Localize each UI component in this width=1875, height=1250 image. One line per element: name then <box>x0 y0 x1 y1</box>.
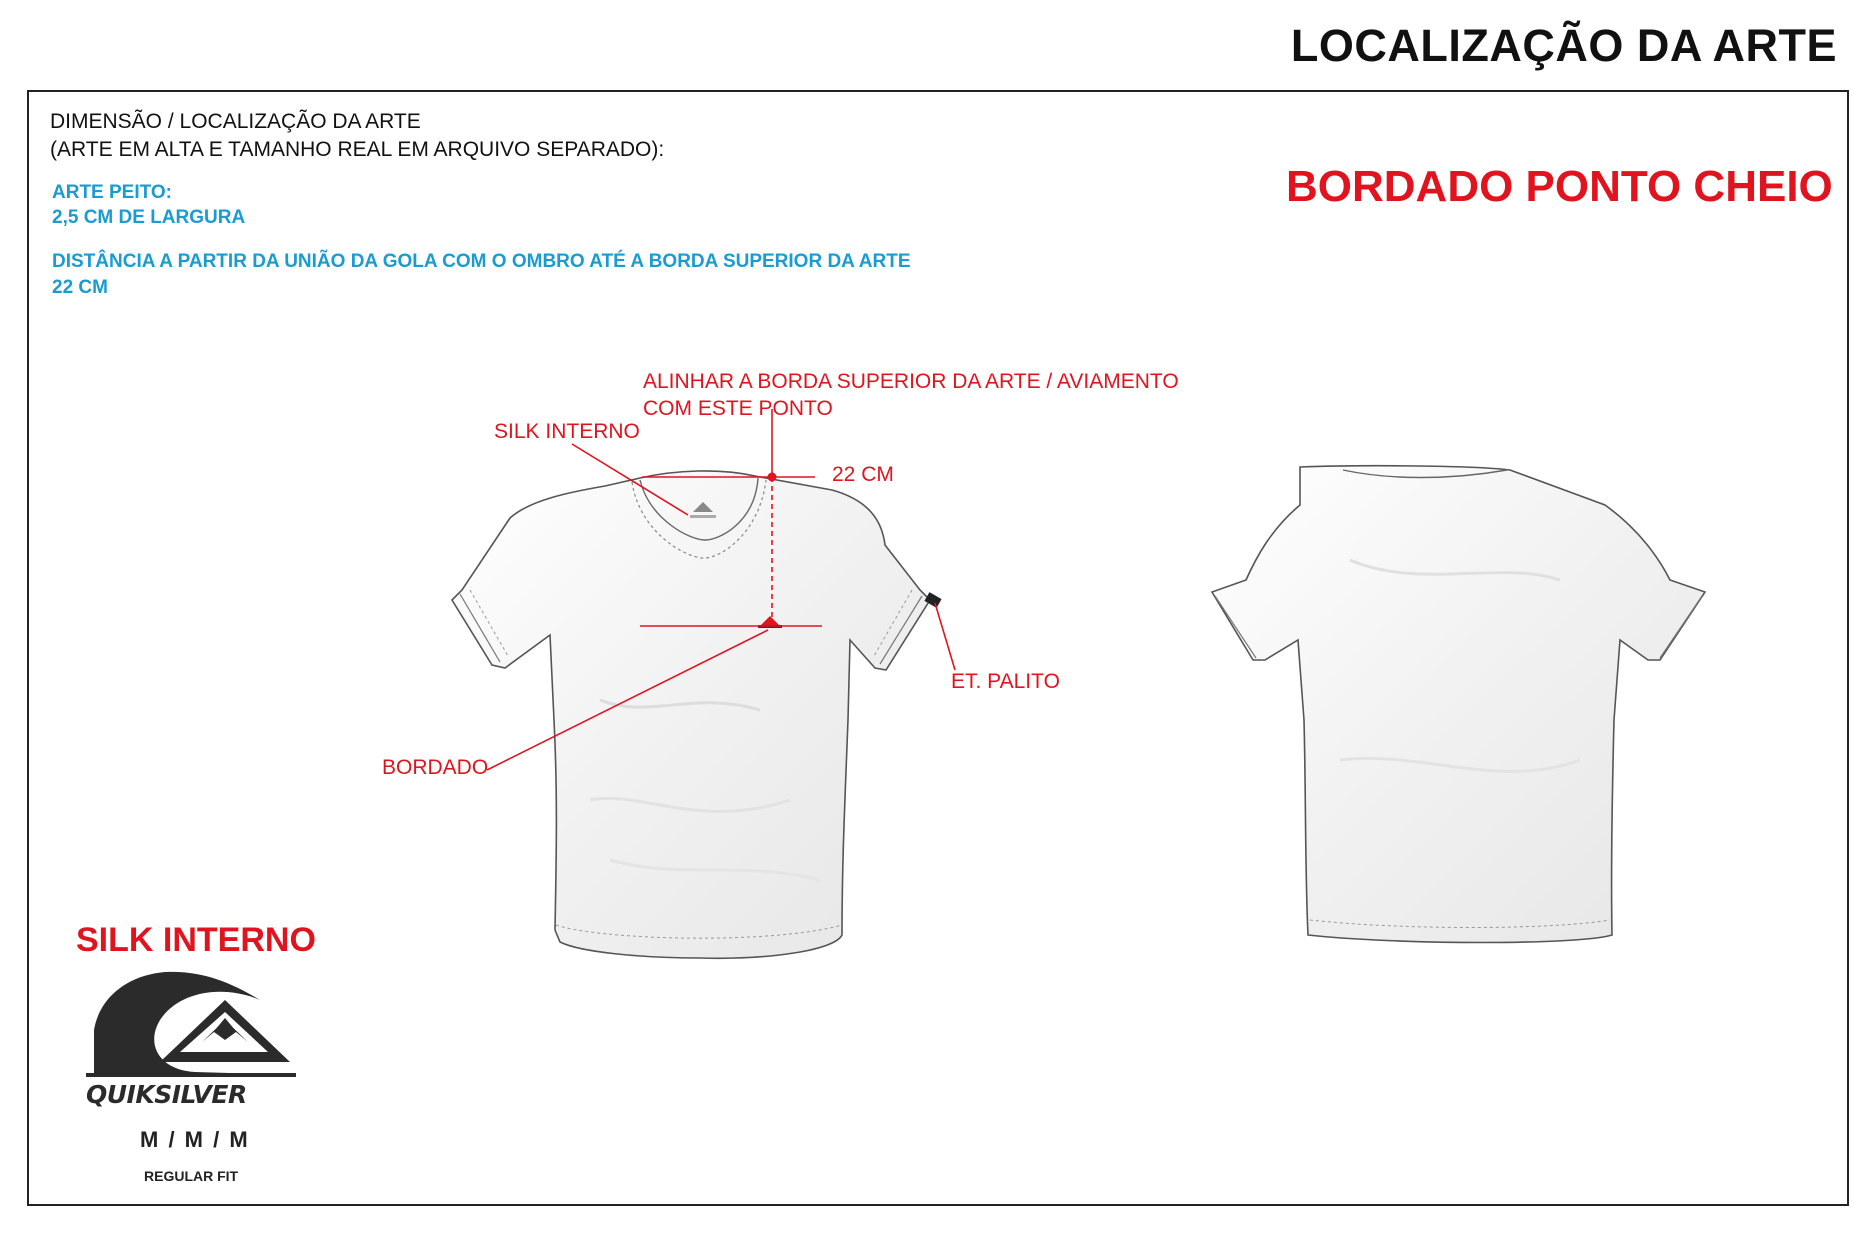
measure-callout: 22 CM <box>832 463 894 486</box>
silk-interno-callout: SILK INTERNO <box>494 420 640 443</box>
dimension-heading: DIMENSÃO / LOCALIZAÇÃO DA ARTE <box>50 110 421 133</box>
distance-value: 22 CM <box>52 277 108 298</box>
technique-title: BORDADO PONTO CHEIO <box>1286 162 1833 211</box>
back-tshirt <box>1212 466 1705 943</box>
align-callout-line1: ALINHAR A BORDA SUPERIOR DA ARTE / AVIAMENTO <box>643 370 1179 393</box>
quiksilver-logo <box>86 972 296 1077</box>
dimension-note: (ARTE EM ALTA E TAMANHO REAL EM ARQUIVO SEPARADO): <box>50 138 665 161</box>
chest-art-label: ARTE PEITO: <box>52 182 172 203</box>
front-tshirt <box>452 471 942 958</box>
chest-art-width: 2,5 CM DE LARGURA <box>52 207 246 228</box>
size-line: M / M / M <box>140 1127 250 1152</box>
page-title: LOCALIZAÇÃO DA ARTE <box>1290 20 1837 71</box>
distance-label: DISTÂNCIA A PARTIR DA UNIÃO DA GOLA COM O OMBRO ATÉ A BORDA SUPERIOR DA ARTE <box>52 251 911 272</box>
bordado-callout: BORDADO <box>382 756 489 779</box>
align-callout-line2: COM ESTE PONTO <box>643 397 833 420</box>
quiksilver-wordmark: QUIKSILVER <box>86 1080 247 1109</box>
silk-interno-title: SILK INTERNO <box>76 921 316 959</box>
et-palito-callout: ET. PALITO <box>951 670 1060 693</box>
fit-line: REGULAR FIT <box>144 1168 239 1184</box>
